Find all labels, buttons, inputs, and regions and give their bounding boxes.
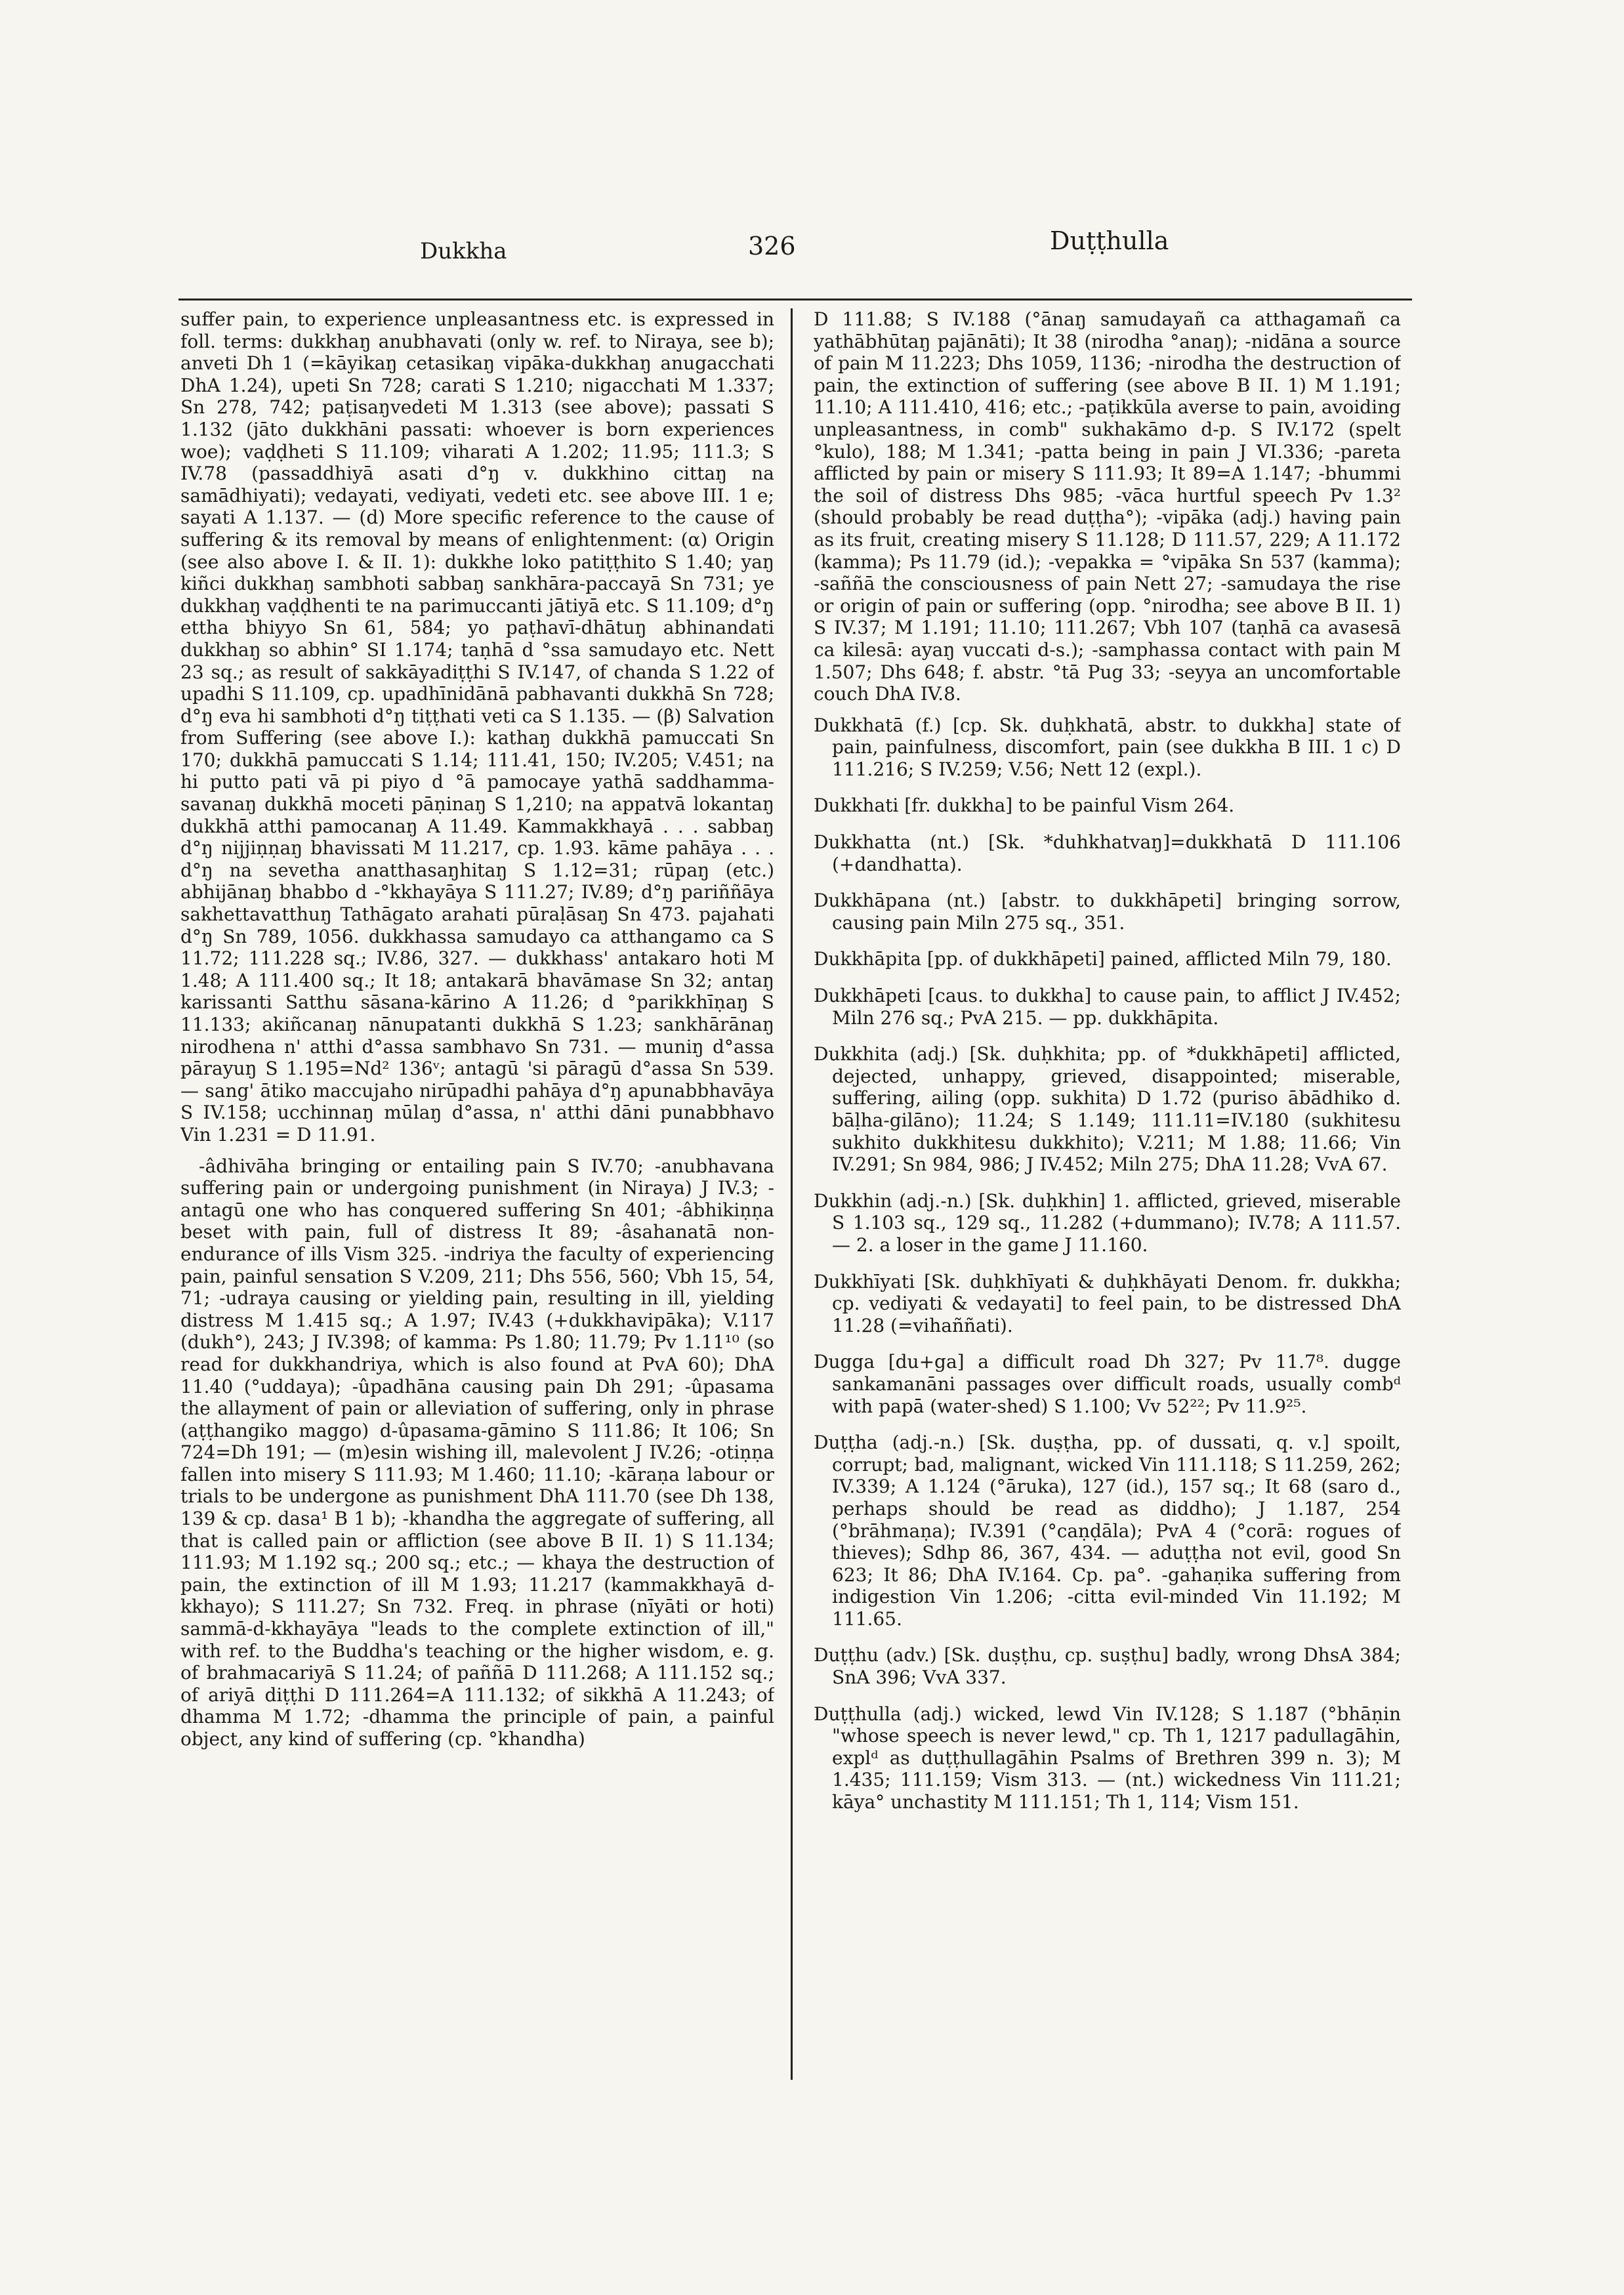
left-paragraph-1: suffer pain, to experience unpleasantness etc. is expressed in foll. terms: dukkhaŋ anubhavati (only w. ref. to Niraya, see b); anveti Dh 1 (=kāyikaŋ cetasikaŋ vipāka-dukkhaŋ anugacchati DhA 1.24), upeti Sn 728; carati S 1.210; nigacchati M 1.337; Sn 278, 742; paṭisaŋvedeti M 1.313 (see above); passati S 1.132 (jāto dukkhāni passati: whoever is born experiences woe); vaḍḍheti S 11.109; viharati A 1.202; 11.95; 111.3; S IV.78 (passaddhiyā asati d°ŋ v. dukkhino cittaŋ na samādhiyati); vedayati, vediyati, vedeti etc. see above III. 1 e; sayati A 1.137. — (d) More specific reference to the cause of suffering & its removal by means of enlightenment: (α) Origin (see also above I. & II. 1): dukkhe loko patiṭṭhito S 1.40; yaŋ kiñci dukkhaŋ sambhoti sabbaŋ sankhāra-paccayā Sn 731; ye dukkhaŋ vaḍḍhenti te na parimuccanti jātiyā etc. S 11.109; d°ŋ ettha bhiyyo Sn 61, 584; yo paṭhavī-dhātuŋ abhinandati dukkhaŋ so abhin° SI 1.174; taṇhā d °ssa samudayo etc. Nett 23 sq.; as result of sakkāyadiṭṭhi S IV.147, of chanda S 1.22 of upadhi S 11.109, cp. upadhīnidānā pabhavanti dukkhā Sn 728; d°ŋ eva hi sambhoti d°ŋ tiṭṭhati veti ca S 1.135. — (β) Salvation from Suffering (see above I.): kathaŋ dukkhā pamuccati Sn 170; dukkhā pamuccati S 1.14; 111.41, 150; IV.205; V.451; na hi putto pati vā pi piyo d °ā pamocaye yathā saddhamma-savanaŋ dukkhā moceti pāṇinaŋ S 1,210; na appatvā lokantaŋ dukkhā atthi pamocanaŋ A 11.49. Kammakkhayā . . . sabbaŋ d°ŋ nijjiṇṇaŋ bhavissati M 11.217, cp. 1.93. kāme pahāya . . . d°ŋ na sevetha anatthasaŋhitaŋ S 1.12=31; rūpaŋ (etc.) abhijānaŋ bhabbo d -°kkhayāya S 111.27; IV.89; d°ŋ pariññāya sakhettavatthuŋ Tathāgato arahati pūraḷāsaŋ Sn 473. pajahati d°ŋ Sn 789, 1056. dukkhassa samudayo ca atthangamo ca S 11.72; 111.228 sq.; IV.86, 327. — dukkhass' antakaro hoti M 1.48; A 111.400 sq.; It 18; antakarā bhavāmase Sn 32; antaŋ karissanti Satthu sāsana-kārino A 11.26; d °parikkhīṇaŋ S 11.133; akiñcanaŋ nānupatanti dukkhā S 1.23; sankhārānaŋ nirodhena n' atthi d°assa sambhavo Sn 731. — muniŋ d°assa pārayuŋ S 1.195=Nd² 136ᵛ; antagū 'si pāragū d°assa Sn 539. — sang' ātiko maccujaho nirūpadhi pahāya d°ŋ apunabbhavāya S IV.158; ucchinnaŋ mūlaŋ d°assa, n' atthi dāni punabbhavo Vin 1.231 = D 11.91. [180, 308, 774, 1146]
header-left-word: Dukkha [420, 238, 507, 264]
page-header [0, 226, 1624, 292]
column-divider [791, 308, 793, 2080]
entry-dugga: Dugga [du+ga] a difficult road Dh 327; Pv 11.7⁸. dugge sankamanāni passages over difficult roads, usually combᵈ with papā (water-shed) S 1.100; Vv 52²²; Pv 11.9²⁵. [814, 1351, 1401, 1417]
left-column [180, 308, 774, 2093]
entry-dukkhin: Dukkhin (adj.-n.) [Sk. duḥkhin] 1. afflicted, grieved, miserable S 1.103 sq., 129 sq., 11.282 (+dummano); IV.78; A 111.57. — 2. a loser in the game J 11.160. [814, 1189, 1401, 1256]
entry-dukkhatta: Dukkhatta (nt.) [Sk. *duhkhatvaŋ]=dukkhatā D 111.106 (+dandhatta). [814, 831, 1401, 875]
entry-duttha: Duṭṭha (adj.-n.) [Sk. duṣṭha, pp. of dussati, q. v.] spoilt, corrupt; bad, malignant, wicked Vin 111.118; S 11.259, 262; IV.339; A 1.124 (°āruka), 127 (id.), 157 sq.; It 68 (saro d., perhaps should be read as diddho); J 1.187, 254 (°brāhmaṇa); IV.391 (°caṇḍāla); PvA 4 (°corā: rogues of thieves); Sdhp 86, 367, 434. — aduṭṭha not evil, good Sn 623; It 86; DhA IV.164. Cp. pa°. -gahaṇika suffering from indigestion Vin 1.206; -citta evil-minded Vin 11.192; M 111.65. [814, 1432, 1401, 1630]
entry-dukkhapana: Dukkhāpana (nt.) [abstr. to dukkhāpeti] bringing sorrow, causing pain Miln 275 sq., 351. [814, 890, 1401, 934]
entry-dukkhati: Dukkhati [fr. dukkha] to be painful Vism 264. [814, 795, 1235, 817]
entry-dukkhata: Dukkhatā (f.) [cp. Sk. duḥkhatā, abstr. to dukkha] state of pain, painfulness, discomfort, pain (see dukkha B III. 1 c) D 111.216; S IV.259; V.56; Nett 12 (expl.). [814, 714, 1401, 780]
entry-dukkhiyati: Dukkhīyati [Sk. duḥkhīyati & duḥkhāyati Denom. fr. dukkha; cp. vediyati & vedayati] to feel pain, to be distressed DhA 11.28 (=vihaññati). [814, 1270, 1401, 1336]
header-rule [178, 299, 1412, 300]
right-column [814, 308, 1401, 2093]
entry-dukkhita: Dukkhita (adj.) [Sk. duḥkhita; pp. of *dukkhāpeti] afflicted, dejected, unhappy, grieved, disappointed; miserable, suffering, ailing (opp. sukhita) D 1.72 (puriso ābādhiko d. bāḷha-gilāno); 11.24; S 1.149; 111.11=IV.180 (sukhitesu sukhito dukkhitesu dukkhito); V.211; M 1.88; 11.66; Vin IV.291; Sn 984, 986; J IV.452; Miln 275; DhA 11.28; VvA 67. [814, 1043, 1401, 1176]
entry-dutthulla: Duṭṭhulla (adj.) wicked, lewd Vin IV.128; S 1.187 (°bhāṇin "whose speech is never lewd," cp. Th 1, 1217 padullagāhin, explᵈ as duṭṭhullagāhin Psalms of Brethren 399 n. 3); M 1.435; 111.159; Vism 313. — (nt.) wickedness Vin 111.21; kāya° unchastity M 111.151; Th 1, 114; Vism 151. [814, 1703, 1401, 1813]
left-paragraph-2: -âdhivāha bringing or entailing pain S IV.70; -anubhavana suffering pain or undergoing punishment (in Niraya) J IV.3; -antagū one who has conquered suffering Sn 401; -âbhikiṇṇa beset with pain, full of distress It 89; -âsahanatā non-endurance of ills Vism 325. -indriya the faculty of experiencing pain, painful sensation S V.209, 211; Dhs 556, 560; Vbh 15, 54, 71; -udraya causing or yielding pain, resulting in ill, yielding distress M 1.415 sq.; A 1.97; IV.43 (+dukkhavipāka); V.117 (dukh°), 243; J IV.398; of kamma: Ps 1.80; 11.79; Pv 1.11¹⁰ (so read for dukkhandriya, which is also found at PvA 60); DhA 11.40 (°uddaya); -ûpadhāna causing pain Dh 291; -ûpasama the allayment of pain or alleviation of suffering, only in phrase (aṭṭhangiko maggo) d-ûpasama-gāmino S 111.86; It 106; Sn 724=Dh 191; — (m)esin wishing ill, malevolent J IV.26; -otiṇṇa fallen into misery S 111.93; M 1.460; 11.10; -kāraṇa labour or trials to be undergone as punishment DhA 111.70 (see Dh 138, 139 & cp. dasa¹ B 1 b); -khandha the aggregate of suffering, all that is called pain or affliction (see above B II. 1) S 11.134; 111.93; M 1.192 sq.; 200 sq.; etc.; — khaya the destruction of pain, the extinction of ill M 1.93; 11.217 (kammakkhayā d-kkhayo); S 111.27; Sn 732. Freq. in phrase (nīyāti or hoti) sammā-d-kkhayāya "leads to the complete extinction of ill," with ref. to the Buddha's teaching or the higher wisdom, e. g. of brahmacariyā S 11.24; of paññā D 111.268; A 111.152 sq.; of ariyā diṭṭhi D 111.264=A 111.132; of sikkhā A 11.243; of dhamma M 1.72; -dhamma the principle of pain, a painful object, any kind of suffering (cp. °khandha) [180, 1155, 774, 1750]
right-paragraph-continuation: D 111.88; S IV.188 (°ānaŋ samudayañ ca atthagamañ ca yathābhūtaŋ pajānāti); It 38 (nirodha °anaŋ); -nidāna a source of pain M 11.223; Dhs 1059, 1136; -nirodha the destruction of pain, the extinction of suffering (see above B II. 1) M 1.191; 11.10; A 111.410, 416; etc.; -paṭikkūla averse to pain, avoiding unpleasantness, in comb" sukhakāmo d-p. S IV.172 (spelt °kulo), 188; M 1.341; -patta being in pain J VI.336; -pareta afflicted by pain or misery S 111.93; It 89=A 1.147; -bhummi the soil of distress Dhs 985; -vāca hurtful speech Pv 1.3² (should probably be read duṭṭha°); -vipāka (adj.) having pain as its fruit, creating misery S 11.128; D 111.57, 229; A 11.172 (kamma); Ps 11.79 (id.); -vepakka = °vipāka Sn 537 (kamma); -saññā the consciousness of pain Nett 27; -samudaya the rise or origin of pain or suffering (opp. °nirodha; see above B II. 1) S IV.37; M 1.191; 11.10; 111.267; Vbh 107 (taṇhā ca avasesā ca kilesā: ayaŋ vuccati d-s.); -samphassa contact with pain M 1.507; Dhs 648; f. abstr. °tā Pug 33; -seyya an uncomfortable couch DhA IV.8. [814, 308, 1401, 705]
entry-dukkhapita: Dukkhāpita [pp. of dukkhāpeti] pained, afflicted Miln 79, 180. [814, 948, 1392, 970]
header-right-word: Duṭṭhulla [1050, 226, 1169, 255]
entry-dutthu: Duṭṭhu (adv.) [Sk. duṣṭhu, cp. suṣṭhu] badly, wrong DhsA 384; SnA 396; VvA 337. [814, 1644, 1401, 1689]
entry-dukkhapeti: Dukkhāpeti [caus. to dukkha] to cause pain, to afflict J IV.452; Miln 276 sq.; PvA 215. — pp. dukkhāpita. [814, 985, 1401, 1029]
page-number: 326 [748, 232, 796, 260]
